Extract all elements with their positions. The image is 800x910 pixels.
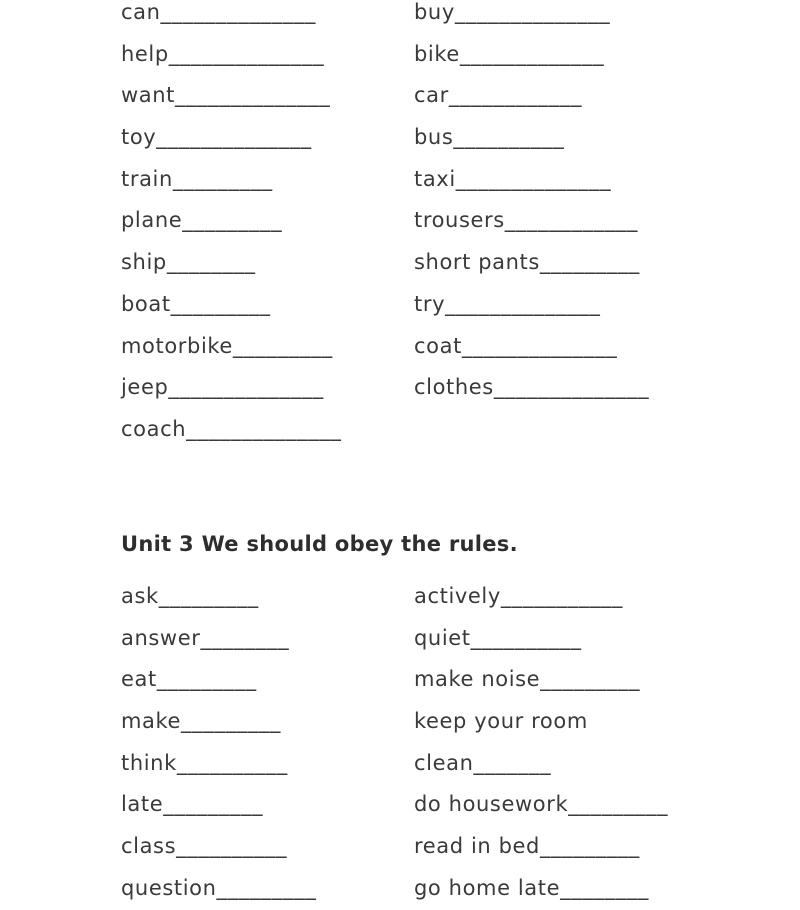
vocab-item: quiet__________ [414,625,582,650]
vocab-item: short pants_________ [414,250,640,275]
vocab-item: toy______________ [121,125,312,150]
vocab-item: want______________ [121,83,331,108]
vocab-item: can______________ [121,0,316,24]
vocab-item: train_________ [121,166,273,191]
vocab-item: motorbike_________ [121,333,333,358]
vocab-item: read in bed_________ [414,834,640,859]
unit3-vocab-list-left [121,576,316,910]
vocab-list-left [121,0,342,451]
unit3-vocab-list-right [414,576,668,910]
vocab-item: go home late________ [414,875,649,900]
vocab-item: ship________ [121,250,256,275]
vocab-item: try______________ [414,291,601,316]
vocab-item: bike_____________ [414,41,605,66]
vocab-item: late_________ [121,792,264,817]
vocab-item: taxi______________ [414,166,612,191]
vocab-item: car____________ [414,83,583,108]
vocab-item: boat_________ [121,291,271,316]
vocab-item: eat_________ [121,667,257,692]
vocab-item: help______________ [121,41,325,66]
vocab-item: make noise_________ [414,667,641,692]
vocab-item: clothes______________ [414,375,650,400]
vocab-item: keep your room [414,709,588,734]
vocab-item: coach______________ [121,416,342,441]
vocab-item: clean_______ [414,750,552,775]
vocab-item: ask_________ [121,584,259,608]
vocab-item: do housework_________ [414,792,669,817]
vocab-item: trousers____________ [414,208,638,233]
vocab-item: question_________ [121,875,317,900]
vocab-item: make_________ [121,709,281,734]
vocab-item: jeep______________ [121,375,324,400]
vocab-item: class__________ [121,834,288,859]
vocab-item: bus__________ [414,125,565,150]
vocab-item: plane_________ [121,208,283,233]
vocab-item: coat______________ [414,333,618,358]
vocab-item: buy______________ [414,0,611,24]
vocab-item: answer________ [121,625,290,650]
vocab-item: think__________ [121,750,288,775]
vocab-list-right [414,0,649,409]
vocab-item: actively___________ [414,584,623,608]
unit-3-heading: Unit 3 We should obey the rules. [121,532,518,556]
